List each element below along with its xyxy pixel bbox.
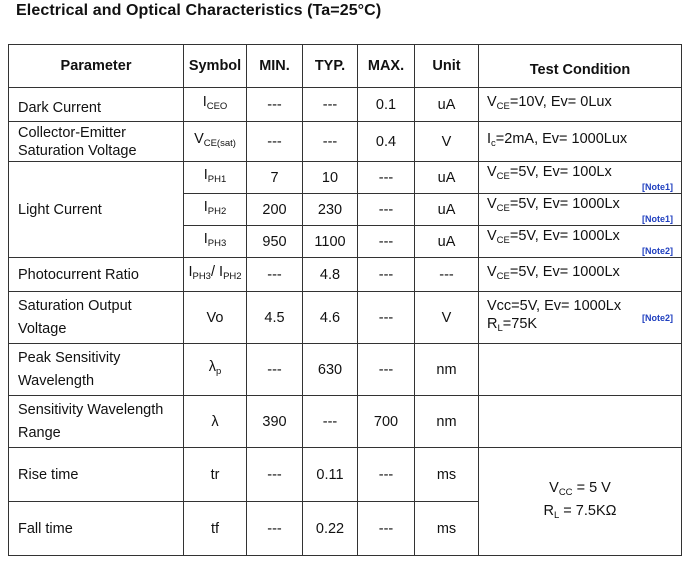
table-row <box>9 448 682 502</box>
unit-cell: ms <box>415 448 479 502</box>
unit-cell: --- <box>415 258 479 292</box>
table-row <box>9 162 682 194</box>
symbol-cell: $I_{PH2}$ <box>184 194 247 226</box>
symbol-cell: $I_{PH3}/$ $I_{PH2}$ <box>184 258 247 292</box>
max-cell: 0.1 <box>358 88 415 122</box>
table-row <box>9 396 682 448</box>
min-cell: --- <box>247 88 303 122</box>
header-parameter: Parameter <box>9 45 184 88</box>
typ-cell: 0.11 <box>303 448 358 502</box>
max-cell: --- <box>358 162 415 194</box>
symbol-cell: $I_{PH1}$ <box>184 162 247 194</box>
max-cell: 700 <box>358 396 415 448</box>
symbol-cell: $I_{PH3}$ <box>184 226 247 258</box>
table-row <box>9 258 682 292</box>
min-cell: --- <box>247 122 303 162</box>
param-cell: Dark Current <box>9 88 184 122</box>
typ-cell: 630 <box>303 344 358 396</box>
unit-cell: uA <box>415 194 479 226</box>
header-symbol: Symbol <box>184 45 247 88</box>
unit-cell: V <box>415 122 479 162</box>
typ-cell: 4.8 <box>303 258 358 292</box>
symbol-cell: tr <box>184 448 247 502</box>
min-cell: 4.5 <box>247 292 303 344</box>
table-row <box>9 88 682 122</box>
symbol-cell: $V_{CE(sat)}$ <box>184 122 247 162</box>
typ-cell: 230 <box>303 194 358 226</box>
test-cell: $I_c=2mA$, Ev= 1000Lux <box>479 122 682 162</box>
typ-cell: 4.6 <box>303 292 358 344</box>
test-cell <box>479 396 682 448</box>
unit-cell: ms <box>415 502 479 556</box>
param-cell: Collector-Emitter Saturation Voltage <box>9 122 184 162</box>
symbol-cell: tf <box>184 502 247 556</box>
test-cell <box>479 344 682 396</box>
max-cell: --- <box>358 344 415 396</box>
typ-cell: 0.22 <box>303 502 358 556</box>
max-cell: --- <box>358 502 415 556</box>
typ-cell: --- <box>303 122 358 162</box>
symbol-cell: Vo <box>184 292 247 344</box>
table-row <box>9 292 682 344</box>
test-cell: $V_{CE}=5V$, Ev= 1000Lx [Note2] <box>479 226 682 258</box>
symbol-cell: λ <box>184 396 247 448</box>
note-tag: [Note2] <box>642 313 673 323</box>
table-row <box>9 122 682 162</box>
typ-cell: --- <box>303 88 358 122</box>
unit-cell: uA <box>415 162 479 194</box>
typ-cell: 1100 <box>303 226 358 258</box>
min-cell: 200 <box>247 194 303 226</box>
header-unit: Unit <box>415 45 479 88</box>
note-tag: [Note1] <box>642 214 673 224</box>
param-cell: Sensitivity Wavelength Range <box>9 396 184 448</box>
unit-cell: uA <box>415 226 479 258</box>
characteristics-table <box>8 44 682 556</box>
max-cell: --- <box>358 292 415 344</box>
param-cell: Photocurrent Ratio <box>9 258 184 292</box>
param-cell: Light Current <box>9 162 184 258</box>
typ-cell: 10 <box>303 162 358 194</box>
unit-cell: nm <box>415 396 479 448</box>
page-title: Electrical and Optical Characteristics (Ta=25°C) <box>16 2 382 19</box>
min-cell: --- <box>247 502 303 556</box>
param-cell: Rise time <box>9 448 184 502</box>
min-cell: --- <box>247 448 303 502</box>
max-cell: --- <box>358 258 415 292</box>
min-cell: --- <box>247 344 303 396</box>
min-cell: 7 <box>247 162 303 194</box>
table-row <box>9 344 682 396</box>
symbol-cell: $I_{CEO}$ <box>184 88 247 122</box>
max-cell: --- <box>358 448 415 502</box>
timing-test-cell: $V_{CC} = 5$ V $R_L = 7.5K\Omega$ <box>479 448 682 556</box>
unit-cell: nm <box>415 344 479 396</box>
test-cell: $V_{CE}=5V$, Ev= 1000Lx [Note1] <box>479 194 682 226</box>
unit-cell: uA <box>415 88 479 122</box>
min-cell: --- <box>247 258 303 292</box>
header-row <box>9 45 682 88</box>
test-cell: $V_{CE}=10V$, Ev= 0Lux <box>479 88 682 122</box>
symbol-cell: $\lambda_p$ <box>184 344 247 396</box>
header-max: MAX. <box>358 45 415 88</box>
param-cell: Fall time <box>9 502 184 556</box>
typ-cell: --- <box>303 396 358 448</box>
test-cell: $V_{CE}=5V$, Ev= 1000Lx <box>479 258 682 292</box>
param-cell: Peak Sensitivity Wavelength <box>9 344 184 396</box>
header-typ: TYP. <box>303 45 358 88</box>
note-tag: [Note2] <box>642 246 673 256</box>
min-cell: 390 <box>247 396 303 448</box>
test-cell: $V_{CE}=5V$, Ev= 100Lx [Note1] <box>479 162 682 194</box>
max-cell: --- <box>358 226 415 258</box>
note-tag: [Note1] <box>642 182 673 192</box>
param-cell: Saturation Output Voltage <box>9 292 184 344</box>
unit-cell: V <box>415 292 479 344</box>
header-min: MIN. <box>247 45 303 88</box>
max-cell: 0.4 <box>358 122 415 162</box>
min-cell: 950 <box>247 226 303 258</box>
max-cell: --- <box>358 194 415 226</box>
test-cell: Vcc=5V, Ev= 1000Lx $R_L=75K$ [Note2] <box>479 292 682 344</box>
header-test-condition: Test Condition <box>479 45 682 88</box>
